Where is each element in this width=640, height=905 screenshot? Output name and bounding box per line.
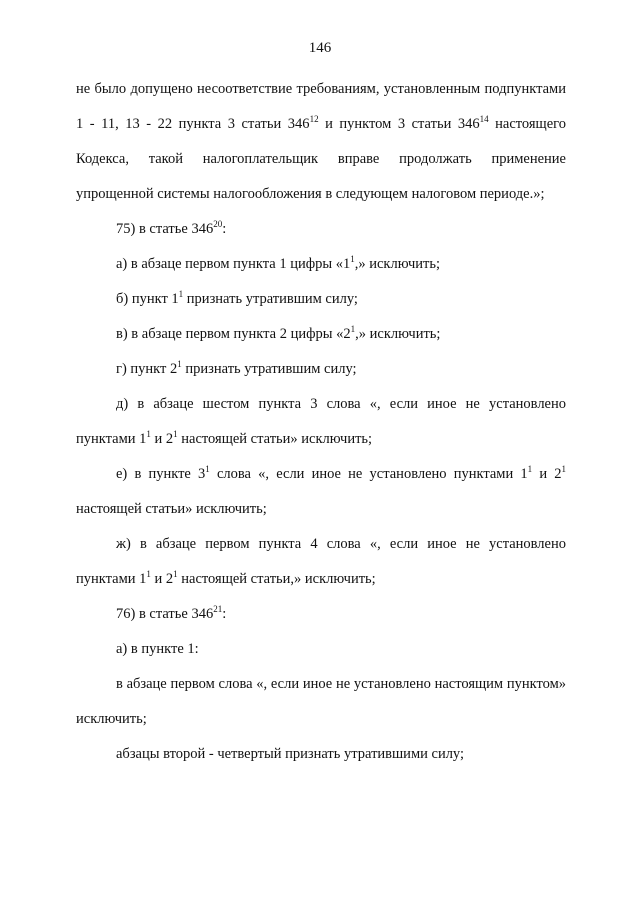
text-run: д) в абзаце шестом пункта 3 слова «, если иное не установлено пунктами 1 — [76, 396, 566, 447]
text-run: 75) в статье 346 — [116, 221, 214, 237]
superscript: 1 — [146, 569, 151, 579]
text-run: и 2 — [150, 431, 174, 447]
text-run: абзацы второй - четвертый признать утратившими силу; — [116, 746, 465, 762]
superscript: 1 — [177, 359, 182, 369]
superscript: 1 — [205, 464, 210, 474]
text-run: 76) в статье 346 — [116, 606, 214, 622]
paragraph-item-75 — [76, 212, 566, 247]
superscript: 14 — [479, 114, 489, 124]
superscript: 1 — [178, 289, 184, 299]
paragraph-first-abzac — [76, 667, 566, 737]
text-run: в) в абзаце первом пункта 2 цифры «2 — [116, 326, 351, 342]
text-run: настоящего Кодекса, такой налогоплательщик вправе продолжать применение упрощенной системы налогообложения в следующем налоговом периоде.»; — [76, 116, 566, 202]
superscript: 21 — [213, 604, 223, 614]
text-run: ,» исключить; — [355, 326, 441, 342]
paragraph-subitem-b — [76, 282, 566, 317]
superscript: 20 — [213, 219, 223, 229]
text-run: и 2 — [532, 466, 562, 482]
document-body — [76, 72, 566, 772]
paragraph-subitem-e — [76, 457, 566, 527]
paragraph-subitem-zh — [76, 527, 566, 597]
paragraph-subitem-d — [76, 387, 566, 457]
paragraph-subitem-g — [76, 352, 566, 387]
text-run: не было допущено несоответствие требованиям, установленным подпунктами 1 - 11, 13 - 22 пункта 3 статьи 346 — [76, 81, 566, 132]
text-run: признать утратившим силу; — [183, 291, 358, 307]
text-run: и 2 — [150, 571, 174, 587]
text-run: г) пункт 2 — [116, 361, 178, 377]
text-run: ,» исключить; — [354, 256, 441, 272]
text-run: настоящей статьи,» исключить; — [177, 571, 376, 587]
text-run: настоящей статьи» исключить; — [177, 431, 373, 447]
paragraph-continuation — [76, 72, 566, 212]
superscript: 1 — [561, 464, 567, 474]
paragraph-item-76 — [76, 597, 566, 632]
text-run: и пунктом 3 статьи 346 — [318, 116, 480, 132]
superscript: 1 — [350, 324, 356, 334]
page-number: 146 — [308, 40, 332, 56]
text-run: : — [222, 606, 227, 622]
text-run: в абзаце первом слова «, если иное не установлено настоящим пунктом» исключить; — [76, 676, 566, 727]
superscript: 1 — [527, 464, 533, 474]
text-run: е) в пункте 3 — [116, 466, 206, 482]
text-run: : — [222, 221, 227, 237]
paragraph-abzacy — [76, 737, 566, 772]
text-run: а) в пункте 1: — [116, 641, 199, 657]
text-run: признать утратившим силу; — [181, 361, 357, 377]
paragraph-subitem-a-point-1 — [76, 632, 566, 667]
text-run: настоящей статьи» исключить; — [76, 501, 267, 517]
text-run: б) пункт 1 — [116, 291, 179, 307]
text-run: ж) в абзаце первом пункта 4 слова «, если иное не установлено пунктами 1 — [76, 536, 566, 587]
text-run: слова «, если иное не установлено пунктами 1 — [209, 466, 528, 482]
text-run: а) в абзаце первом пункта 1 цифры «1 — [116, 256, 351, 272]
paragraph-subitem-a — [76, 247, 566, 282]
superscript: 1 — [173, 429, 178, 439]
superscript: 1 — [350, 254, 355, 264]
superscript: 1 — [173, 569, 178, 579]
paragraph-subitem-v — [76, 317, 566, 352]
superscript: 12 — [309, 114, 319, 124]
superscript: 1 — [146, 429, 151, 439]
